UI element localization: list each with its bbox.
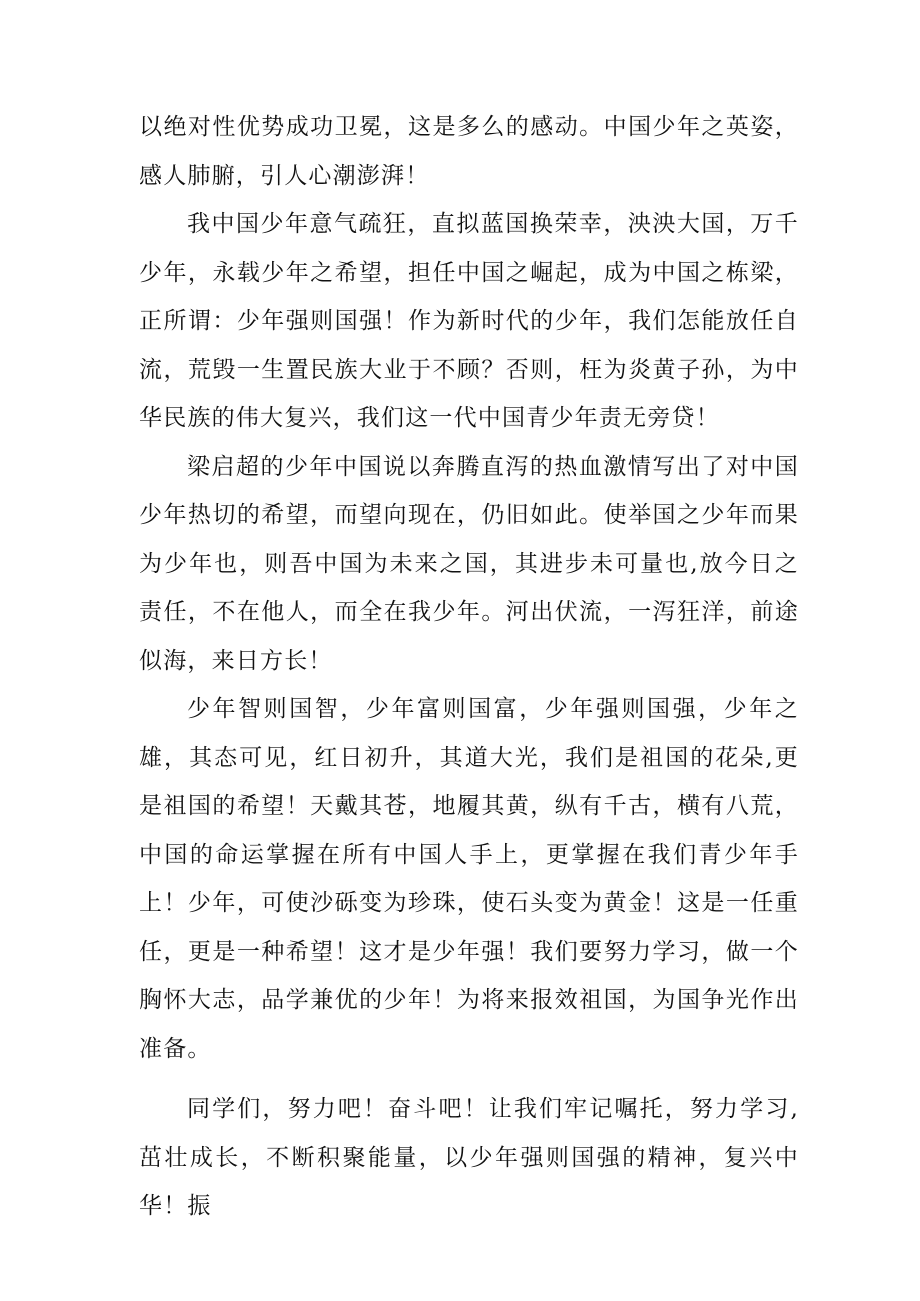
paragraph-youth-wisdom: 少年智则国智，少年富则国富，少年强则国强，少年之雄，其态可见，红日初升，其道大光，我们是祖国的花朵,更是祖国的希望！天戴其苍，地履其黄，纵有千古，横有八荒，中国的命运掌握在所有中国人手上，更掌握在我们青少年手上！少年，可使沙砾变为珍珠，使石头变为黄金！这是一任重任，更是一种希望！这才是少年强！我们要努力学习，做一个胸怀大志，品学兼优的少年！为将来报效祖国，为国争光作出准备。 — [139, 696, 799, 1062]
paragraph-gap — [139, 1073, 799, 1085]
paragraph-classmates: 同学们，努力吧！奋斗吧！让我们牢记嘱托，努力学习,茁壮成长，不断积聚能量，以少年强则国强的精神，复兴中华！振 — [139, 1096, 799, 1219]
paragraph-liang-qichao: 梁启超的少年中国说以奔腾直泻的热血激情写出了对中国少年热切的希望，而望向现在，仍旧如此。使举国之少年而果为少年也，则吾中国为未来之国，其进步未可量也,放今日之责任，不在他人，而全在我少年。河出伏流，一泻狂洋，前途似海，来日方长！ — [139, 453, 799, 674]
document-body — [139, 103, 799, 1231]
paragraph-continued: 以绝对性优势成功卫冕，这是多么的感动。中国少年之英姿，感人肺腑，引人心潮澎湃！ — [139, 114, 799, 189]
paragraph-chinese-youth: 我中国少年意气疏狂，直拟蓝国换荣幸，泱泱大国，万千少年，永载少年之希望，担任中国之崛起，成为中国之栋梁，正所谓：少年强则国强！作为新时代的少年，我们怎能放任自流，荒毁一生置民族大业于不顾？否则，枉为炎黄子孙，为中华民族的伟大复兴，我们这一代中国青少年责无旁贷！ — [139, 211, 799, 431]
